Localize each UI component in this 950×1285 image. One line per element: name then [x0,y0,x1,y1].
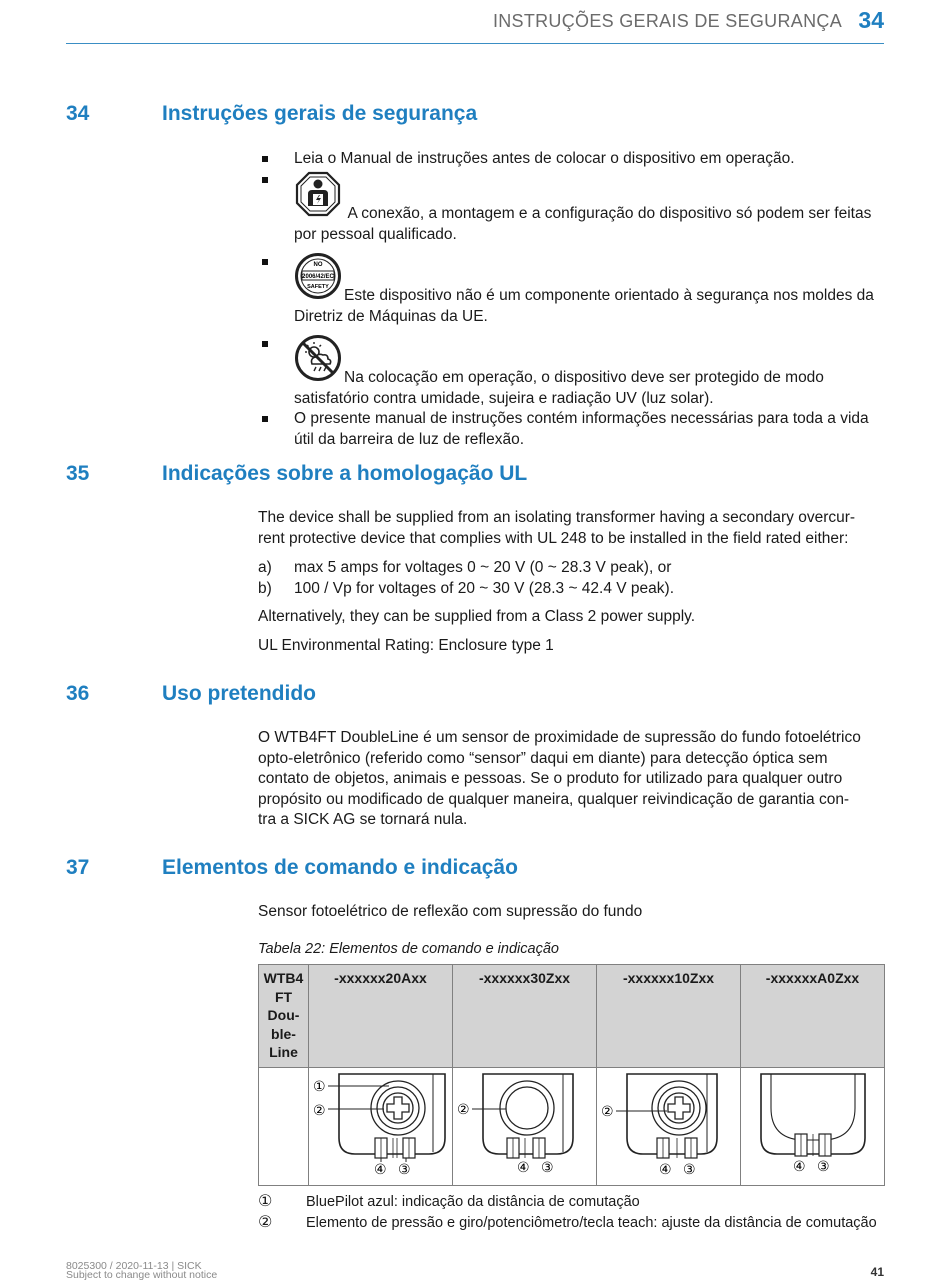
callout-1: ① [313,1079,326,1095]
table-cell-empty [259,1068,309,1186]
section-number: 37 [66,856,90,879]
paragraph-line: contato de objetos, animais e pessoas. Se o produto for utilizado para qualquer outro [258,770,843,787]
callout-4: ④ [374,1162,387,1178]
footer-notice: Subject to change without notice [66,1269,218,1281]
running-header-title: INSTRUÇÕES GERAIS DE SEGURANÇA [492,11,842,31]
list-item-text: Na colocação em operação, o dispositivo deve ser protegido de modo satisfatório contra umidade, sujeira e radiação UV (luz solar). [294,369,824,407]
list-item [258,579,888,600]
callout-2: ② [601,1104,614,1120]
ul-intro-line: The device shall be supplied from an isolating transformer having a secondary overcur- [258,509,856,526]
section-number: 36 [66,682,90,705]
section-heading-35 [66,462,886,492]
header-line: ble- [271,1025,296,1042]
footer-doc-id: 8025300 / 2020-11-13 | SICK [66,1260,202,1272]
table-header-variant: -xxxxxx20Axx [309,965,453,1068]
list-item-label: a) [258,559,272,576]
no-safety-icon-top-text: NO [313,262,323,268]
section-heading-34 [66,102,886,132]
list-item [258,170,888,245]
no-safety-icon [294,252,342,307]
table-row [259,1068,885,1186]
header-line: Dou- [267,1007,300,1023]
ul-environmental-rating: UL Environmental Rating: Enclosure type 1 [258,637,554,654]
legend-text: BluePilot azul: indicação da distância de comutação [306,1194,640,1210]
table-header-row [259,965,885,1068]
ul-intro-paragraph [258,508,888,549]
section-title: Indicações sobre a homologação UL [162,462,528,485]
list-item [258,558,888,579]
legend-text: Elemento de pressão e giro/potenciômetro/tecla teach: ajuste da distância de comutação [306,1215,877,1231]
callout-2: ② [313,1103,326,1119]
bullet-icon [262,259,268,265]
paragraph-line: opto-eletrônico (referido como “sensor” daqui em diante) para detecção óptica sem [258,749,828,767]
callout-4: ④ [517,1160,530,1176]
bullet-icon [262,416,268,422]
callout-4: ④ [659,1162,672,1178]
list-item-text: 100 / Vp for voltages of 20 ~ 30 V (28.3 ~ 42.4 V peak). [294,579,674,597]
no-safety-icon-middle-text: 2006/42/EC [302,274,334,280]
list-item-text: max 5 amps for voltages 0 ~ 20 V (0 ~ 28.3 V peak), or [294,559,672,576]
no-weather-icon [294,334,342,389]
table-header-variant: -xxxxxx30Zxx [453,965,597,1068]
paragraph-line: tra a SICK AG se tornará nula. [258,811,468,828]
list-item [258,409,888,450]
list-item-text: A conexão, a montagem e a configuração do dispositivo só podem ser feitas por pessoal qualificado. [294,205,872,243]
callout-3: ③ [817,1159,830,1175]
callout-4: ④ [793,1159,806,1175]
callout-3: ③ [398,1162,411,1178]
table-header-model [259,965,309,1068]
section-heading-36 [66,682,886,712]
header-line: WTB4 [263,970,304,986]
header-line: FT [274,988,293,1005]
section-title: Uso pretendido [162,682,317,705]
controls-table [258,964,885,1186]
section-title: Instruções gerais de segurança [162,102,478,125]
table-header-variant: -xxxxxx10Zxx [597,965,741,1068]
legend-item [258,1192,888,1212]
section-number: 35 [66,462,90,485]
legend-mark: ② [258,1214,273,1231]
bullet-icon [262,156,268,162]
section-title: Elementos de comando e indicação [162,856,518,879]
list-item [258,252,888,327]
ul-rating-list [258,558,888,599]
qualified-personnel-icon [294,170,342,225]
list-item-text: Leia o Manual de instruções antes de colocar o dispositivo em operação. [294,150,795,167]
controls-intro: Sensor fotoelétrico de reflexão com supressão do fundo [258,903,643,920]
list-item-text: Este dispositivo não é um componente orientado à segurança nos moldes da Diretriz de Máquinas da UE. [294,287,874,325]
header-line: Line [269,1044,298,1060]
sensor-diagram-a0zxx [741,1068,885,1186]
sensor-diagram-20axx [309,1068,453,1186]
running-header-number: 34 [858,7,884,33]
bullet-icon [262,341,268,347]
sensor-diagram-10zxx [597,1068,741,1186]
ul-intro-line: rent protective device that complies with UL 248 to be installed in the field rated either: [258,529,849,547]
safety-instructions-list [258,149,888,450]
legend-mark: ① [258,1193,273,1210]
callout-2: ② [457,1102,470,1118]
callout-3: ③ [541,1160,554,1176]
running-header [66,8,884,44]
paragraph-line: O WTB4FT DoubleLine é um sensor de proximidade de supressão do fundo fotoelétrico [258,729,861,746]
footer-info [66,1262,217,1280]
table-caption: Tabela 22: Elementos de comando e indicação [258,941,559,957]
list-item [258,334,888,409]
sensor-diagram-30zxx [453,1068,597,1186]
page-number: 41 [870,1265,884,1279]
list-item [258,149,888,169]
legend-item [258,1213,888,1233]
paragraph-line: propósito ou modificado de qualquer maneira, qualquer reivindicação de garantia con- [258,790,850,808]
list-item-label: b) [258,579,272,597]
ul-alternative-paragraph: Alternatively, they can be supplied from a Class 2 power supply. [258,608,696,625]
section-number: 34 [66,102,90,125]
no-safety-icon-bottom-text: SAFETY [307,284,329,290]
section-heading-37 [66,856,886,886]
intended-use-paragraph [258,728,888,831]
callout-3: ③ [683,1162,696,1178]
list-item-text: O presente manual de instruções contém informações necessárias para toda a vida útil da barreira de luz de reflexão. [294,410,869,448]
bullet-icon [262,177,268,183]
table-header-variant: -xxxxxxA0Zxx [741,965,885,1068]
